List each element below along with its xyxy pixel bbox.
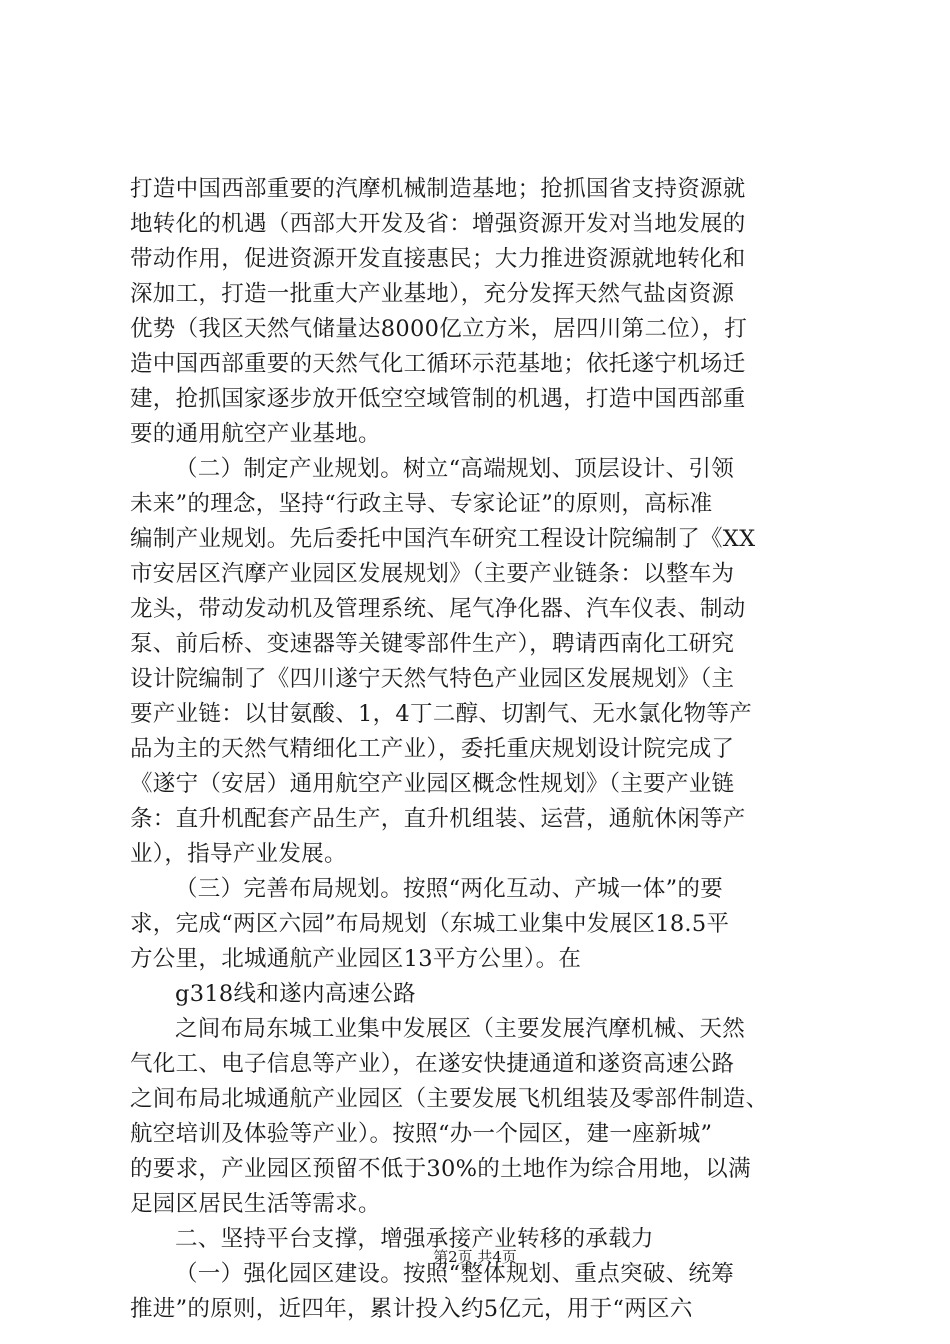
text-line: 地转化的机遇（西部大开发及省：增强资源开发对当地发展的 [130, 211, 746, 237]
text-line: （一）强化园区建设。按照“整体规划、重点突破、统筹 [175, 1261, 735, 1287]
text-line: 品为主的天然气精细化工产业），委托重庆规划设计院完成了 [130, 736, 735, 762]
text-line: 求，完成“两区六园”布局规划（东城工业集中发展区18.5平 [130, 911, 730, 937]
text-line: 深加工，打造一批重大产业基地），充分发挥天然气盐卤资源 [130, 281, 735, 307]
text-line: 之间布局北城通航产业园区（主要发展飞机组装及零部件制造、 [130, 1086, 769, 1112]
text-line: 气化工、电子信息等产业），在遂安快捷通道和遂资高速公路 [130, 1051, 735, 1077]
text-line: 要的通用航空产业基地。 [130, 421, 381, 447]
text-line: （三）完善布局规划。按照“两化互动、产城一体”的要 [175, 876, 724, 902]
text-line: 市安居区汽摩产业园区发展规划》（主要产业链条：以整车为 [130, 561, 735, 587]
text-line: 方公里，北城通航产业园区13平方公里）。在 [130, 946, 582, 972]
text-line: 推进”的原则，近四年，累计投入约5亿元，用于“两区六 [130, 1296, 693, 1322]
body-text [130, 172, 850, 1327]
text-line: 未来”的理念，坚持“行政主导、专家论证”的原则，高标准 [130, 491, 713, 517]
text-line: 设计院编制了《四川遂宁天然气特色产业园区发展规划》（主 [130, 666, 735, 692]
text-line: 编制产业规划。先后委托中国汽车研究工程设计院编制了《XX [130, 526, 756, 552]
text-line: 要产业链：以甘氨酸、1，4丁二醇、切割气、无水氯化物等产 [130, 701, 753, 727]
text-line: 之间布局东城工业集中发展区（主要发展汽摩机械、天然 [175, 1016, 746, 1042]
text-line: 造中国西部重要的天然气化工循环示范基地；依托遂宁机场迁 [130, 351, 746, 377]
text-line: 业），指导产业发展。 [130, 841, 347, 867]
text-line: 泵、前后桥、变速器等关键零部件生产），聘请西南化工研究 [130, 631, 735, 657]
text-line: 优势（我区天然气储量达8000亿立方米，居四川第二位），打 [130, 316, 748, 342]
text-line: 航空培训及体验等产业）。按照“办一个园区，建一座新城” [130, 1121, 713, 1147]
text-line: 的要求，产业园区预留不低于30%的土地作为综合用地，以满 [130, 1156, 751, 1182]
text-line: 打造中国西部重要的汽摩机械制造基地；抢抓国省支持资源就 [130, 176, 746, 202]
text-line: （二）制定产业规划。树立“高端规划、顶层设计、引领 [175, 456, 735, 482]
text-line: 二、坚持平台支撑，增强承接产业转移的承载力 [175, 1226, 654, 1252]
text-line: g318线和遂内高速公路 [175, 981, 416, 1007]
text-line: 龙头，带动发动机及管理系统、尾气净化器、汽车仪表、制动 [130, 596, 746, 622]
text-line: 建，抢抓国家逐步放开低空空域管制的机遇，打造中国西部重 [130, 386, 746, 412]
text-line: 《遂宁（安居）通用航空产业园区概念性规划》（主要产业链 [130, 771, 735, 797]
text-line: 足园区居民生活等需求。 [130, 1191, 381, 1217]
text-line: 条：直升机配套产品生产，直升机组装、运营，通航休闲等产 [130, 806, 746, 832]
page-footer: 第2页 共4页 [433, 1248, 517, 1266]
text-line: 带动作用，促进资源开发直接惠民；大力推进资源就地转化和 [130, 246, 746, 272]
